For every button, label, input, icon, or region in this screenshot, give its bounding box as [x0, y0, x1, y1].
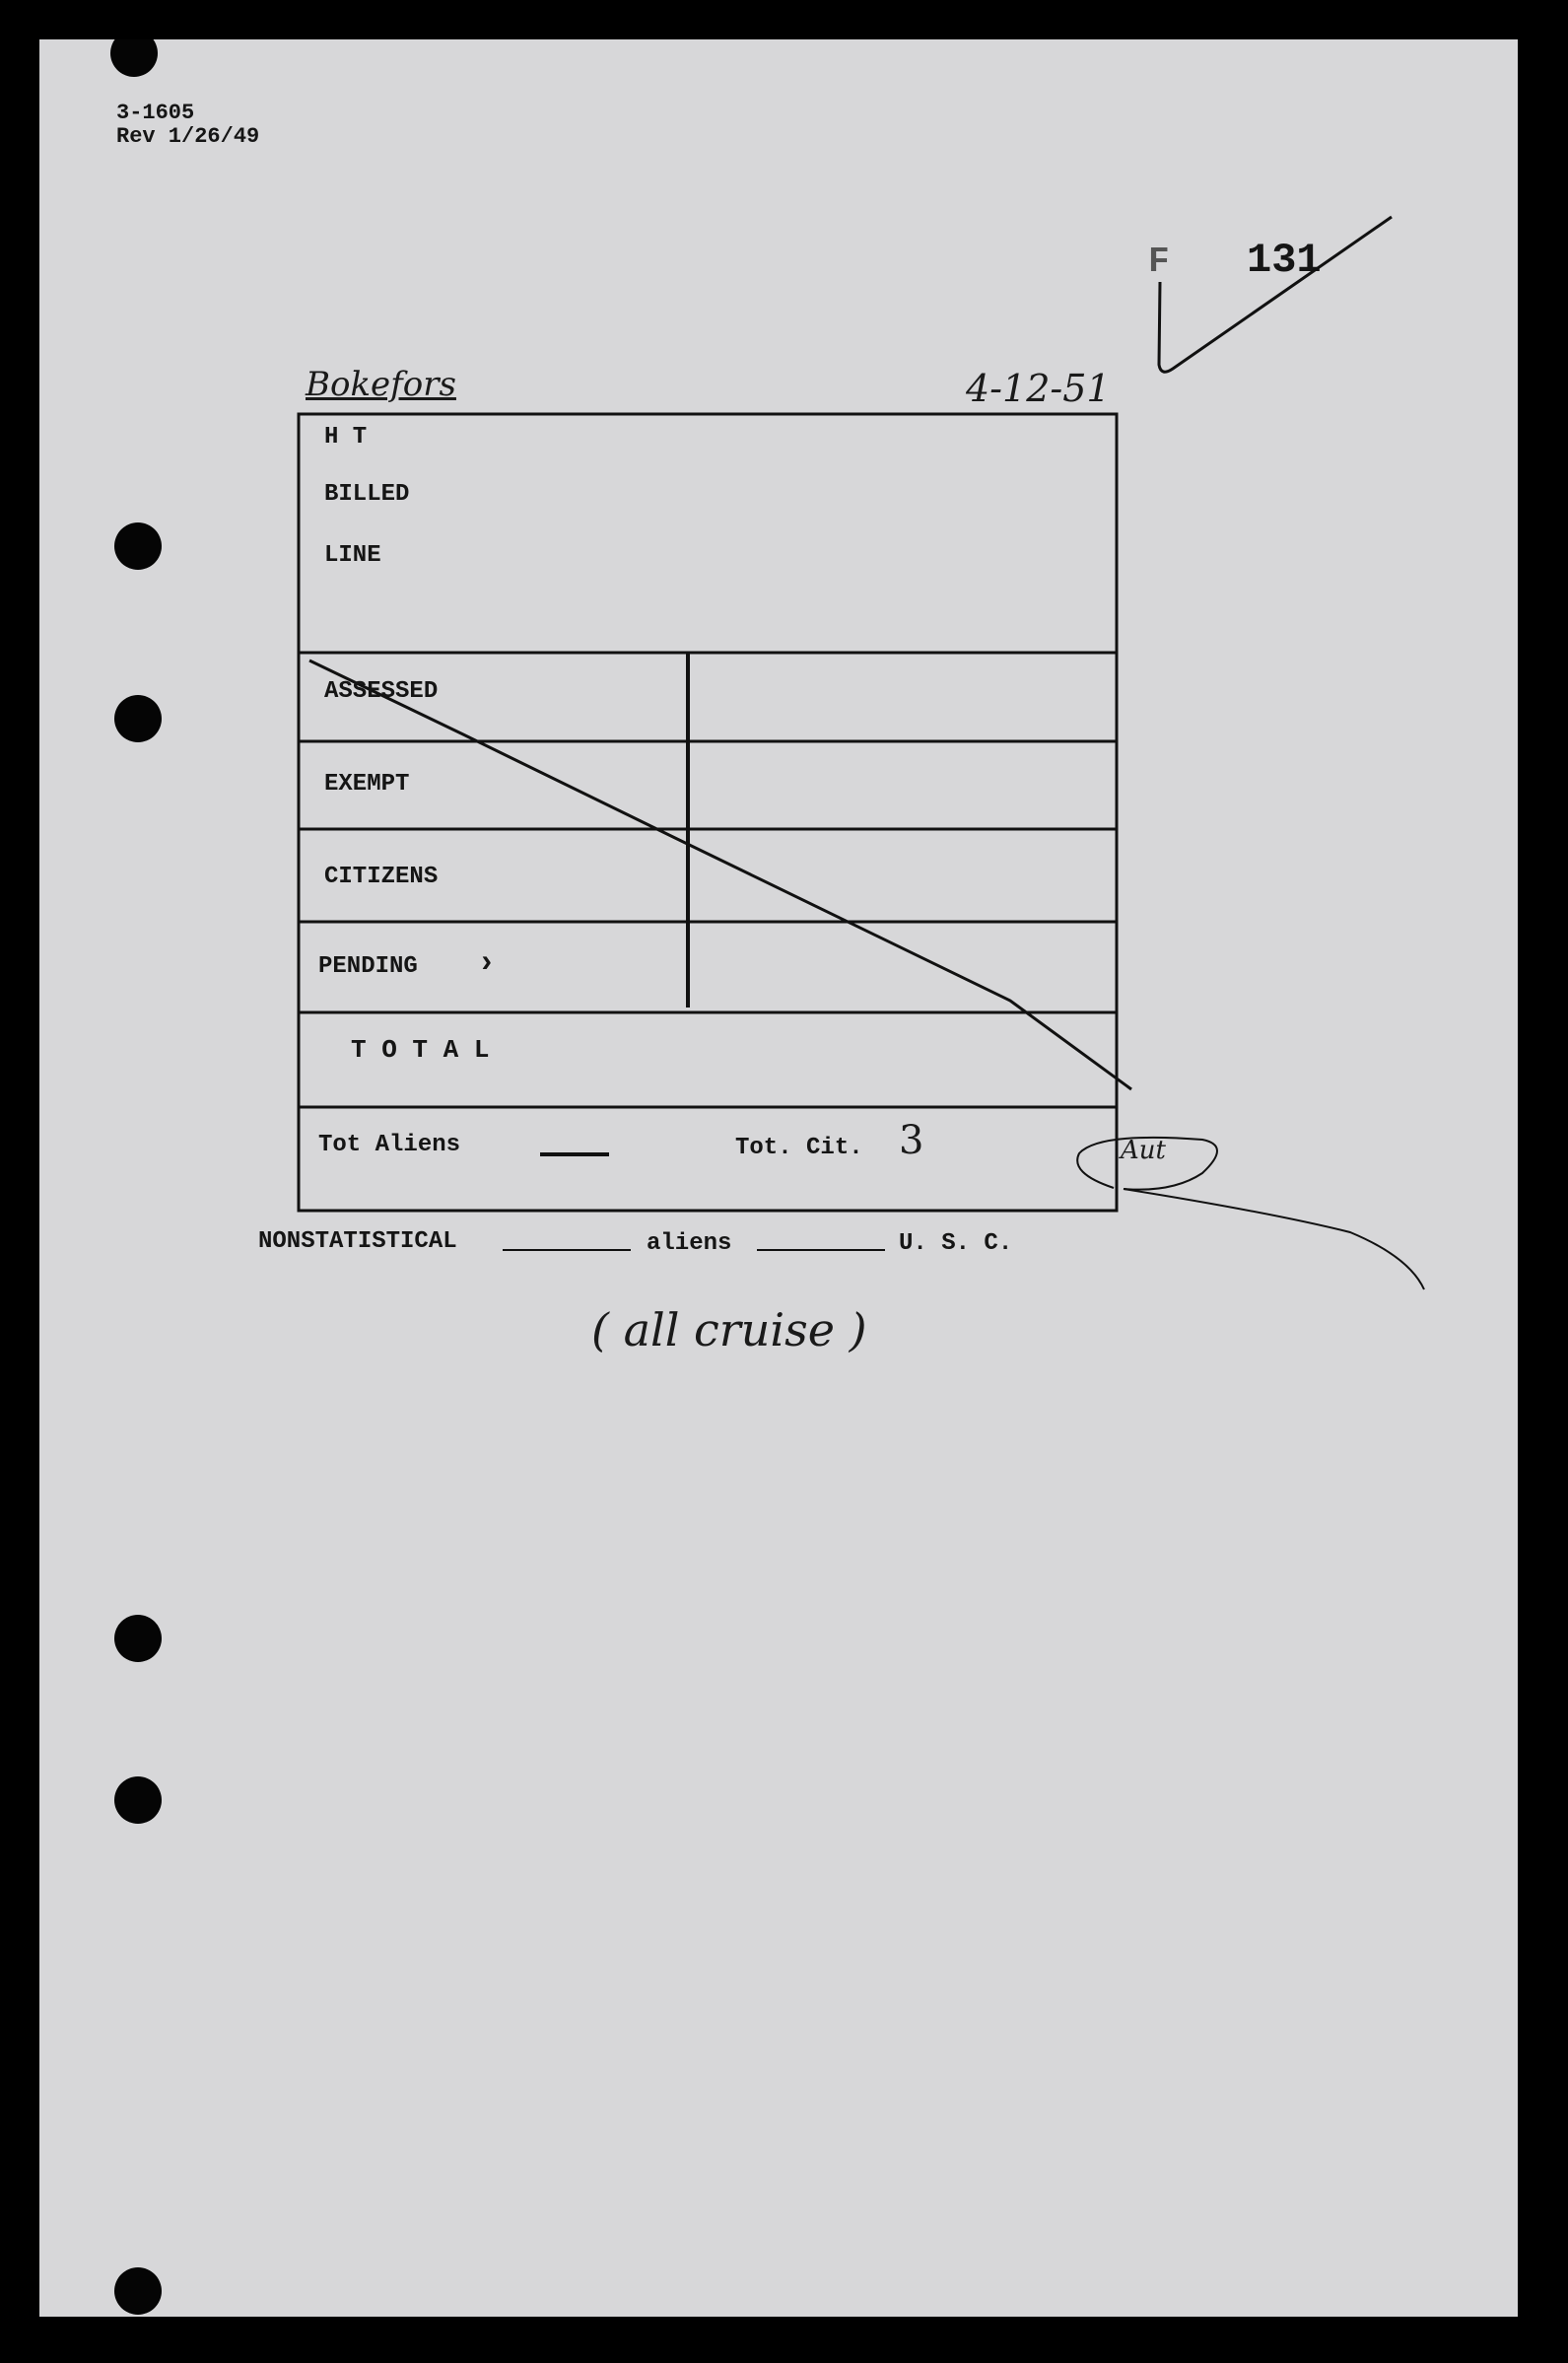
- aliens-label: aliens: [647, 1230, 732, 1257]
- nonstatistical-label: NONSTATISTICAL: [258, 1228, 457, 1255]
- form-box-lines: [39, 39, 1518, 2317]
- note-handwritten: ( all cruise ): [591, 1303, 867, 1356]
- tot-cit-label: Tot. Cit.: [735, 1135, 863, 1161]
- row-pending: PENDING: [318, 953, 418, 980]
- form-revision: Rev 1/26/49: [116, 124, 260, 149]
- page-ref-number: 131: [1247, 237, 1322, 284]
- total-label: T O T A L: [351, 1035, 490, 1065]
- page-ref-prefix: F: [1148, 242, 1170, 282]
- row-citizens: CITIZENS: [324, 864, 439, 890]
- tot-cit-value: 3: [899, 1118, 924, 1163]
- tot-aliens-label: Tot Aliens: [318, 1132, 461, 1158]
- label-line: LINE: [324, 542, 381, 569]
- row-assessed: ASSESSED: [324, 678, 439, 705]
- label-ht: H T: [324, 424, 368, 451]
- pending-mark: ›: [477, 944, 497, 981]
- vessel-name-handwritten: Bokefors: [306, 365, 456, 404]
- row-exempt: EXEMPT: [324, 771, 410, 798]
- form-number: 3-1605: [116, 101, 195, 125]
- initials-handwritten: Aut: [1121, 1136, 1166, 1165]
- document-page: [39, 39, 1518, 2317]
- usc-label: U. S. C.: [899, 1230, 1013, 1257]
- label-billed: BILLED: [324, 481, 410, 508]
- date-handwritten: 4-12-51: [966, 367, 1111, 410]
